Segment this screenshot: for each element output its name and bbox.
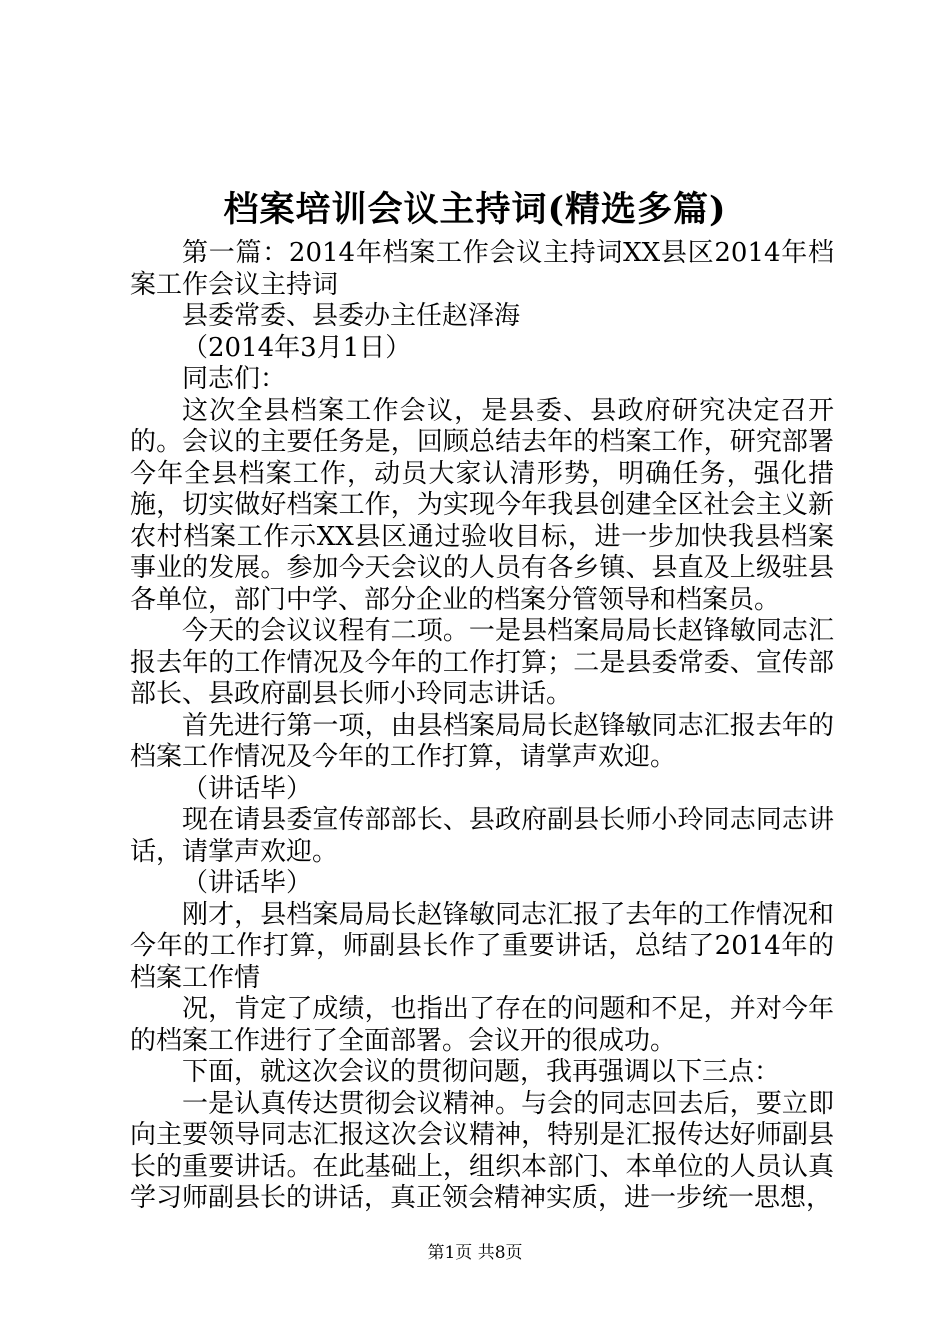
paragraph-note: （讲话毕）	[182, 773, 313, 804]
document-title: 档案培训会议主持词(精选多篇)	[223, 189, 727, 230]
paragraph: 一是认真传达贯彻会议精神。与会的同志回去后，要立即向主要领导同志汇报这次会议精神，特别是汇报传达好师副县长的重要讲话。在此基础上，组织本部门、本单位的人员认真学习师副县长的讲话，真正领会精神实质，进一步统一思想，	[130, 1088, 834, 1213]
document-body	[130, 238, 834, 1215]
paragraph: 况，肯定了成绩，也指出了存在的问题和不足，并对今年的档案工作进行了全面部署。会议开的很成功。	[130, 994, 834, 1056]
paragraph: 刚才，县档案局局长赵锋敏同志汇报了去年的工作情况和今年的工作打算，师副县长作了重要讲话，总结了2014年的档案工作情	[130, 899, 834, 993]
paragraph: 今天的会议议程有二项。一是县档案局局长赵锋敏同志汇报去年的工作情况及今年的工作打算；二是县委常委、宣传部部长、县政府副县长师小玲同志讲话。	[130, 616, 834, 709]
paragraph-date: （2014年3月1日）	[182, 332, 412, 363]
paragraph-speaker: 县委常委、县委办主任赵泽海	[182, 301, 521, 331]
paragraph-heading: 第一篇：2014年档案工作会议主持词XX县区2014年档案工作会议主持词	[130, 238, 834, 300]
paragraph: 下面，就这次会议的贯彻问题，我再强调以下三点：	[182, 1057, 781, 1087]
paragraph: 现在请县委宣传部部长、县政府副县长师小玲同志同志讲话，请掌声欢迎。	[130, 805, 834, 867]
page-footer: 第1页 共8页	[427, 1243, 523, 1263]
paragraph-note: （讲话毕）	[182, 868, 313, 898]
paragraph-salutation: 同志们：	[182, 364, 287, 394]
paragraph: 这次全县档案工作会议，是县委、县政府研究决定召开的。会议的主要任务是，回顾总结去年的档案工作，研究部署今年全县档案工作，动员大家认清形势，明确任务，强化措施，切实做好档案工作，为实现今年我县创建全区社会主义新农村档案工作示XX县区通过验收目标，进一步加快我县档案事业的发展。参加今天会议的人员有各乡镇、县直及上级驻县各单位，部门中学、部分企业的档案分管领导和档案员。	[130, 395, 834, 615]
paragraph: 首先进行第一项，由县档案局局长赵锋敏同志汇报去年的档案工作情况及今年的工作打算，请掌声欢迎。	[130, 710, 834, 772]
